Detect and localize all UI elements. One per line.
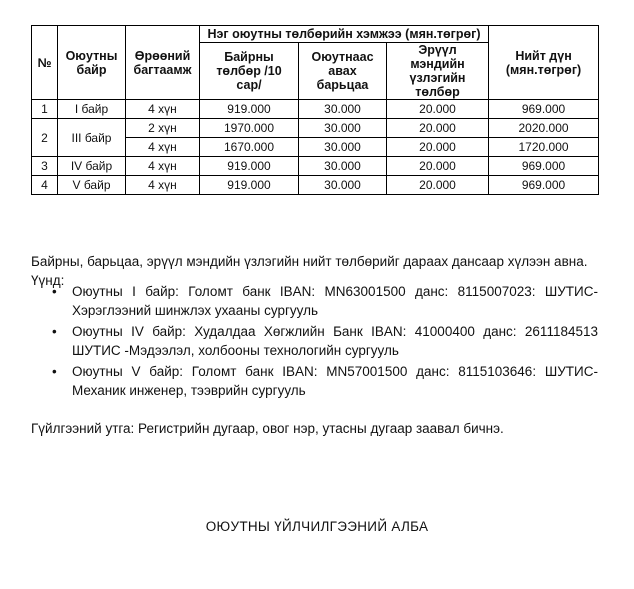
account-text: Оюутны I байр: Голомт банк IBAN: MN63001500 данс: 8115007023: ШУТИС- Хэрэглээний шинжлэх ухааны сургууль [72,284,598,318]
header-health: Эрүүл мэндийн үзлэгийн төлбөр [387,43,489,100]
header-fee-group: Нэг оюутны төлбөрийн хэмжээ (мян.төгрөг) [200,26,489,43]
cell-health: 20.000 [387,176,489,195]
cell-room: 2 хүн [126,119,200,138]
cell-no: 4 [32,176,58,195]
list-item [31,362,598,400]
cell-room: 4 хүн [126,100,200,119]
cell-deposit: 30.000 [299,157,387,176]
bullet-icon: • [52,324,57,339]
cell-total: 969.000 [489,176,599,195]
cell-deposit: 30.000 [299,176,387,195]
cell-no: 1 [32,100,58,119]
cell-dorm: I байр [58,100,126,119]
list-item [31,282,598,320]
account-text: Оюутны V байр: Голомт банк IBAN: MN57001500 данс: 8115103646: ШУТИС- Механик инженер, тээврийн сургууль [72,364,598,398]
cell-no: 3 [32,157,58,176]
cell-room: 4 хүн [126,157,200,176]
cell-total: 2020.000 [489,119,599,138]
cell-rent: 1970.000 [200,119,299,138]
cell-health: 20.000 [387,119,489,138]
office-signature: ОЮУТНЫ ҮЙЛЧИЛГЭЭНИЙ АЛБА [205,519,429,534]
table-row [32,176,599,195]
header-total: Нийт дүн (мян.төгрөг) [489,26,599,100]
cell-dorm: IV байр [58,157,126,176]
list-item [31,322,598,360]
bullet-icon: • [52,284,57,299]
cell-health: 20.000 [387,100,489,119]
account-list [31,282,598,402]
cell-rent: 919.000 [200,176,299,195]
cell-no: 2 [32,119,58,157]
cell-deposit: 30.000 [299,100,387,119]
cell-total: 969.000 [489,157,599,176]
cell-deposit: 30.000 [299,119,387,138]
cell-total: 969.000 [489,100,599,119]
cell-rent: 919.000 [200,100,299,119]
table-row [32,119,599,138]
cell-rent: 919.000 [200,157,299,176]
header-room: Өрөөний багтаамж [126,26,200,100]
cell-rent: 1670.000 [200,138,299,157]
header-deposit: Оюутнаас авах барьцаа [299,43,387,100]
bullet-icon: • [52,364,57,379]
cell-room: 4 хүн [126,138,200,157]
table-row [32,157,599,176]
header-rent: Байрны төлбөр /10 сар/ [200,43,299,100]
cell-room: 4 хүн [126,176,200,195]
header-no: № [32,26,58,100]
account-text: Оюутны IV байр: Худалдаа Хөгжлийн Банк IBAN: 41000400 данс: 2611184513 ШУТИС -Мэдээлэл, холбооны технологийн сургууль [72,324,598,358]
table-row [32,100,599,119]
cell-total: 1720.000 [489,138,599,157]
header-dorm: Оюутны байр [58,26,126,100]
fee-table [31,25,599,195]
cell-health: 20.000 [387,157,489,176]
cell-dorm: III байр [58,119,126,157]
cell-dorm: V байр [58,176,126,195]
cell-deposit: 30.000 [299,138,387,157]
payment-note: Гүйлгээний утга: Регистрийн дугаар, овог нэр, утасны дугаар заавал бичнэ. [31,420,504,436]
intro-paragraph: Байрны, барьцаа, эрүүл мэндийн үзлэгийн нийт төлбөрийг дараах дансаар хүлээн авна. Үүнд: [31,253,588,288]
cell-health: 20.000 [387,138,489,157]
